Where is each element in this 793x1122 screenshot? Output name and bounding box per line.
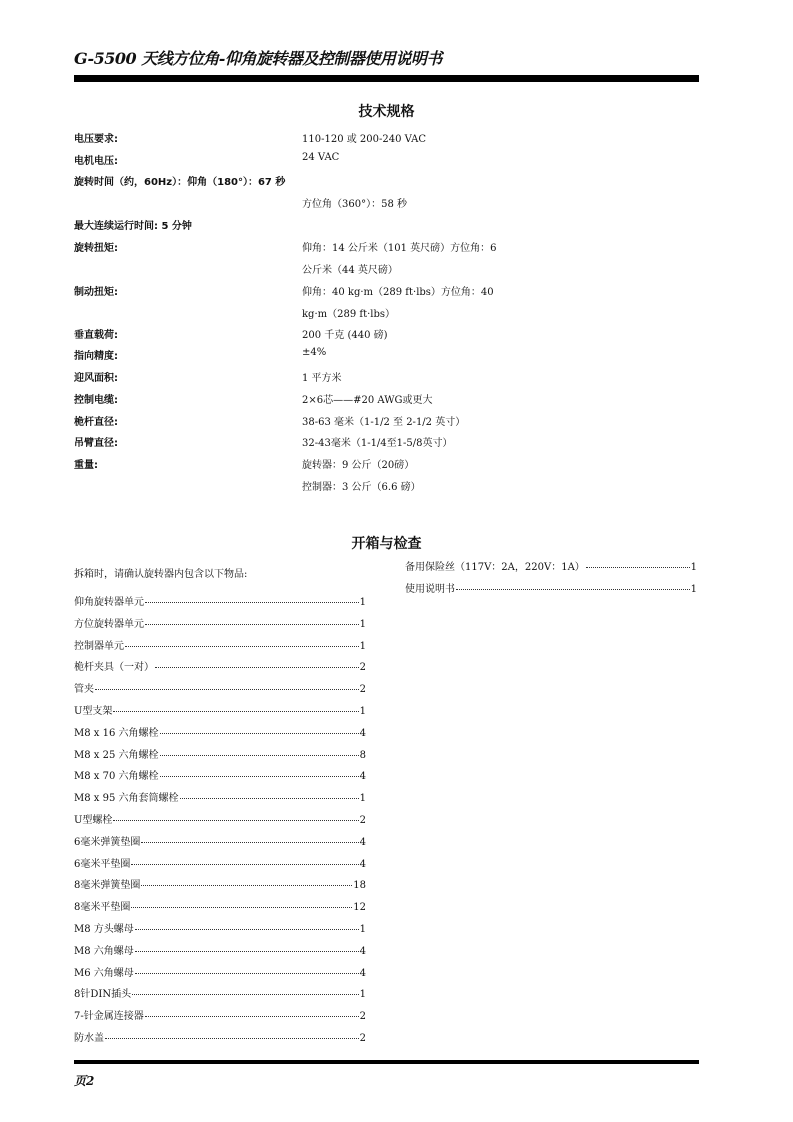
- item-name: M8 x 25 六角螺栓: [74, 749, 159, 761]
- leader-dots: [141, 842, 358, 843]
- leader-dots: [113, 820, 358, 821]
- spec-label: 桅杆直径:: [74, 417, 118, 428]
- list-item: [74, 662, 366, 674]
- footer-rule: [74, 1060, 699, 1064]
- item-quantity: 2: [359, 1011, 366, 1023]
- leader-dots: [145, 624, 359, 625]
- list-item: [74, 902, 366, 914]
- spec-value: 方位角（360°）：58 秒: [302, 199, 407, 210]
- item-quantity: 1: [359, 793, 366, 805]
- unpacking-section-title: 开箱与检查: [351, 536, 422, 552]
- item-quantity: 1: [359, 989, 366, 1001]
- leader-dots: [131, 907, 352, 908]
- item-name: U型螺栓: [74, 815, 113, 826]
- item-quantity: 18: [353, 880, 366, 892]
- leader-dots: [132, 994, 359, 995]
- document-header-title: G-5500 天线方位角-仰角旋转器及控制器使用说明书: [74, 49, 442, 68]
- item-quantity: 1: [359, 618, 366, 630]
- item-name: M8 方头螺母: [74, 924, 134, 935]
- leader-dots: [180, 798, 359, 799]
- item-name: 8毫米弹簧垫圈: [74, 880, 141, 892]
- leader-dots: [155, 667, 359, 668]
- item-quantity: 1: [359, 597, 366, 608]
- item-quantity: 12: [353, 902, 366, 914]
- unpacking-intro: 拆箱时，请确认旋转器内包含以下物品:: [74, 569, 248, 580]
- spec-label: 最大连续运行时间: 5 分钟: [74, 221, 192, 232]
- spec-value: 110-120 或 200-240 VAC: [302, 134, 427, 145]
- leader-dots: [456, 589, 690, 590]
- specs-section-title: 技术规格: [358, 104, 415, 120]
- leader-dots: [125, 646, 359, 647]
- leader-dots: [160, 755, 359, 756]
- item-quantity: 8: [359, 749, 366, 761]
- spec-value: 公斤米（44 英尺磅）: [302, 265, 398, 276]
- leader-dots: [105, 1038, 359, 1039]
- list-item: [74, 837, 366, 849]
- item-quantity: 4: [359, 945, 366, 957]
- list-item: [74, 597, 366, 609]
- leader-dots: [131, 864, 358, 865]
- leader-dots: [141, 885, 352, 886]
- spec-value: 32-43毫米（1-1/4至1-5/8英寸）: [302, 438, 453, 449]
- item-name: 管夹: [74, 684, 94, 696]
- spec-label: 制动扭矩:: [74, 287, 118, 298]
- page-number: 页2: [74, 1074, 95, 1088]
- spec-label: 重量:: [74, 460, 98, 471]
- item-name: M8 x 70 六角螺栓: [74, 771, 159, 783]
- item-quantity: 4: [359, 858, 366, 870]
- list-item: [74, 619, 366, 631]
- list-item: [74, 728, 366, 740]
- list-item: [74, 859, 366, 871]
- list-item: [74, 968, 366, 980]
- item-name: 备用保险丝（117V：2A，220V：1A）: [405, 562, 585, 573]
- spec-value: 200 千克 (440 磅): [302, 330, 388, 341]
- item-quantity: 1: [690, 583, 697, 595]
- item-quantity: 1: [359, 640, 366, 652]
- spec-label: 控制电缆:: [74, 395, 118, 406]
- list-item: [74, 1011, 366, 1023]
- item-quantity: 2: [359, 815, 366, 826]
- spec-value: 1 平方米: [302, 373, 342, 384]
- leader-dots: [160, 733, 359, 734]
- spec-label: 垂直载荷:: [74, 330, 118, 341]
- item-name: 8针DIN插头: [74, 989, 132, 1001]
- item-quantity: 2: [359, 684, 366, 696]
- spec-value: ±4%: [302, 347, 327, 358]
- list-item: [74, 946, 366, 958]
- item-quantity: 2: [359, 1033, 366, 1044]
- item-name: 使用说明书: [405, 583, 455, 595]
- list-item: [74, 1033, 366, 1045]
- header-rule: [74, 75, 699, 82]
- item-quantity: 4: [359, 727, 366, 739]
- leader-dots: [95, 689, 359, 690]
- item-name: U型支架: [74, 706, 113, 717]
- item-name: 控制器单元: [74, 640, 124, 652]
- spec-value: 仰角：40 kg·m（289 ft·lbs）方位角：40: [302, 287, 494, 298]
- list-item: [74, 989, 366, 1001]
- item-name: 6毫米平垫圈: [74, 858, 131, 870]
- list-item: [74, 880, 366, 892]
- list-item: [405, 562, 697, 574]
- item-quantity: 1: [359, 924, 366, 935]
- spec-label: 电机电压:: [74, 156, 118, 167]
- item-quantity: 1: [690, 562, 697, 573]
- leader-dots: [145, 1016, 359, 1017]
- item-quantity: 4: [359, 836, 366, 848]
- item-name: 桅杆夹具（一对）: [74, 662, 154, 674]
- spec-label: 吊臂直径:: [74, 438, 118, 449]
- list-item: [405, 584, 697, 596]
- spec-value: 控制器：3 公斤（6.6 磅）: [302, 482, 421, 493]
- list-item: [74, 684, 366, 696]
- item-name: M8 x 16 六角螺栓: [74, 727, 159, 739]
- item-name: 方位旋转器单元: [74, 618, 144, 630]
- item-quantity: 1: [359, 706, 366, 717]
- list-item: [74, 924, 366, 936]
- item-name: 8毫米平垫圈: [74, 902, 131, 914]
- spec-label: 迎风面积:: [74, 373, 118, 384]
- spec-value: kg·m（289 ft·lbs）: [302, 309, 396, 320]
- list-item: [74, 793, 366, 805]
- item-quantity: 4: [359, 967, 366, 979]
- spec-value: 旋转器：9 公斤（20磅）: [302, 460, 415, 471]
- list-item: [74, 771, 366, 783]
- leader-dots: [160, 776, 359, 777]
- spec-label: 指向精度:: [74, 351, 118, 362]
- item-quantity: 2: [359, 662, 366, 674]
- spec-label: 旋转扭矩:: [74, 243, 118, 254]
- leader-dots: [586, 567, 690, 568]
- leader-dots: [135, 973, 359, 974]
- spec-label: 电压要求:: [74, 134, 118, 145]
- item-name: M8 x 95 六角套筒螺栓: [74, 793, 179, 805]
- leader-dots: [135, 951, 359, 952]
- spec-value: 2×6芯——#20 AWG或更大: [302, 395, 433, 406]
- list-item: [74, 815, 366, 827]
- spec-value: 24 VAC: [302, 152, 340, 163]
- item-name: 防水盖: [74, 1033, 104, 1044]
- item-name: M8 六角螺母: [74, 945, 134, 957]
- spec-value: 38-63 毫米（1-1/2 至 2-1/2 英寸）: [302, 417, 466, 428]
- spec-label: 旋转时间（约，60Hz）：仰角（180°）：67 秒: [74, 177, 286, 188]
- item-name: M6 六角螺母: [74, 967, 134, 979]
- list-item: [74, 706, 366, 718]
- item-name: 仰角旋转器单元: [74, 597, 144, 608]
- leader-dots: [145, 602, 359, 603]
- item-name: 7-针金属连接器: [74, 1011, 144, 1023]
- leader-dots: [135, 929, 359, 930]
- item-name: 6毫米弹簧垫圈: [74, 836, 141, 848]
- spec-value: 仰角：14 公斤米（101 英尺磅）方位角：6: [302, 243, 497, 254]
- leader-dots: [113, 711, 358, 712]
- item-quantity: 4: [359, 771, 366, 783]
- list-item: [74, 641, 366, 653]
- list-item: [74, 750, 366, 762]
